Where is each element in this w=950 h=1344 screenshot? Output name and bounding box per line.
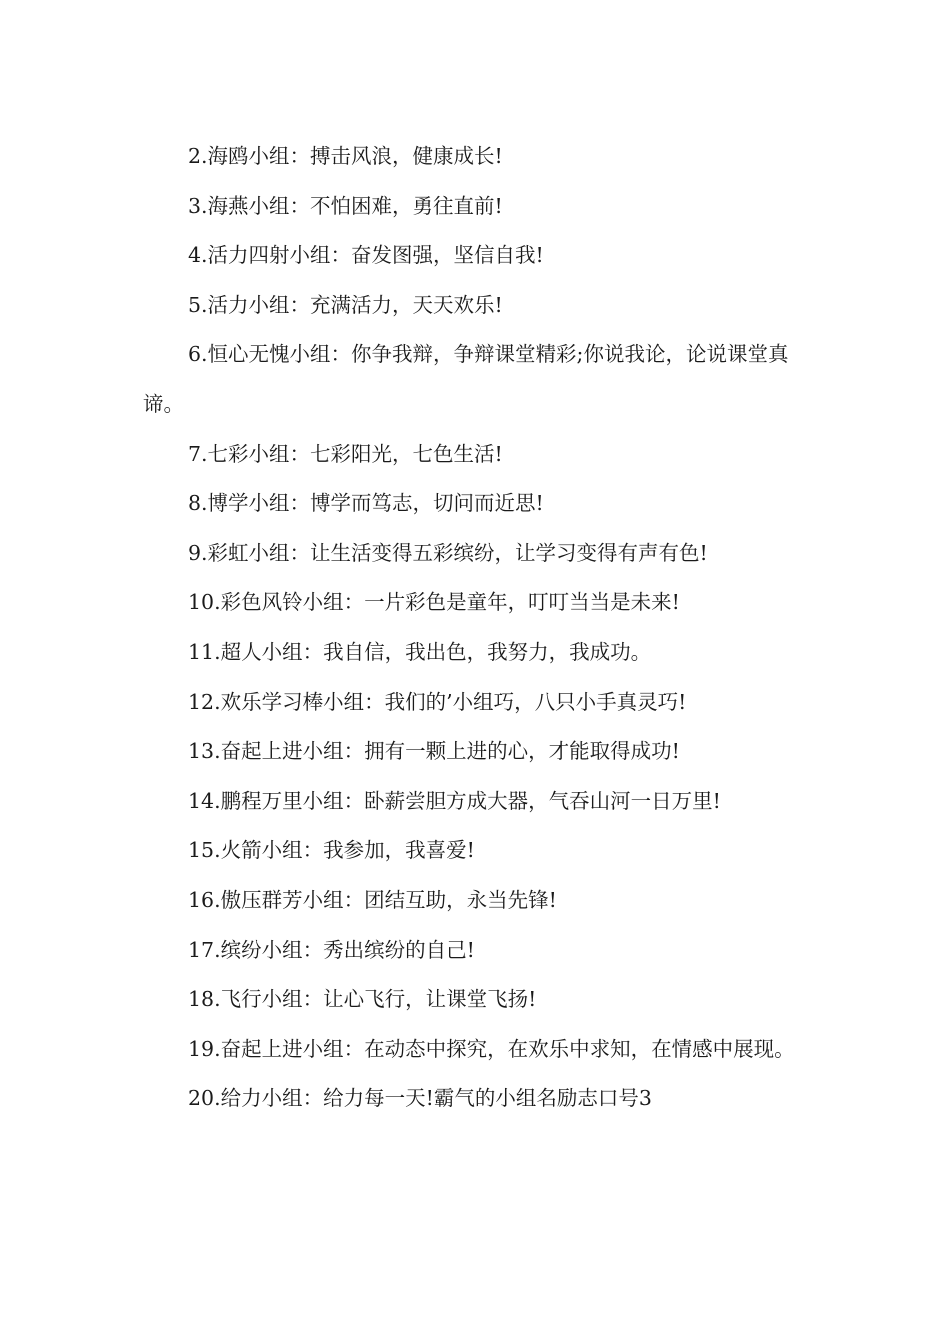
slogan-item-7: 7.七彩小组：七彩阳光，七色生活! [188, 441, 503, 466]
slogan-item-19: 19.奋起上进小组：在动态中探究，在欢乐中求知，在情感中展现。 [188, 1036, 795, 1061]
slogan-item-2: 2.海鸥小组：搏击风浪，健康成长! [188, 144, 503, 168]
slogan-item-20: 20.给力小组：给力每一天!霸气的小组名励志口号3 [188, 1086, 652, 1111]
slogan-item-15: 15.火箭小组：我参加，我喜爱! [188, 838, 475, 863]
slogan-item-8: 8.博学小组：博学而笃志，切问而近思! [188, 491, 544, 516]
slogan-item-11: 11.超人小组：我自信，我出色，我努力，我成功。 [188, 639, 652, 664]
slogan-item-10: 10.彩色风铃小组：一片彩色是童年，叮叮当当是未来! [188, 590, 680, 615]
slogan-item-12: 12.欢乐学习棒小组：我们的’小组巧，八只小手真灵巧! [188, 689, 687, 714]
slogan-item-9: 9.彩虹小组：让生活变得五彩缤纷，让学习变得有声有色! [188, 540, 708, 565]
slogan-item-5: 5.活力小组：充满活力，天天欢乐! [188, 292, 503, 317]
slogan-item-17: 17.缤纷小组：秀出缤纷的自己! [188, 937, 475, 962]
document-body [143, 132, 811, 1124]
slogan-item-13: 13.奋起上进小组：拥有一颗上进的心，才能取得成功! [188, 739, 680, 764]
slogan-item-18: 18.飞行小组：让心飞行，让课堂飞扬! [188, 987, 537, 1012]
slogan-item-4: 4.活力四射小组：奋发图强，坚信自我! [188, 243, 544, 268]
slogan-item-14: 14.鹏程万里小组：卧薪尝胆方成大器，气吞山河一日万里! [188, 788, 721, 813]
slogan-item-3: 3.海燕小组：不怕困难，勇往直前! [188, 193, 503, 218]
slogan-item-16: 16.傲压群芳小组：团结互助，永当先锋! [188, 887, 557, 912]
slogan-item-6: 6.恒心无愧小组：你争我辩，争辩课堂精彩;你说我论，论说课堂真谛。 [143, 342, 789, 416]
